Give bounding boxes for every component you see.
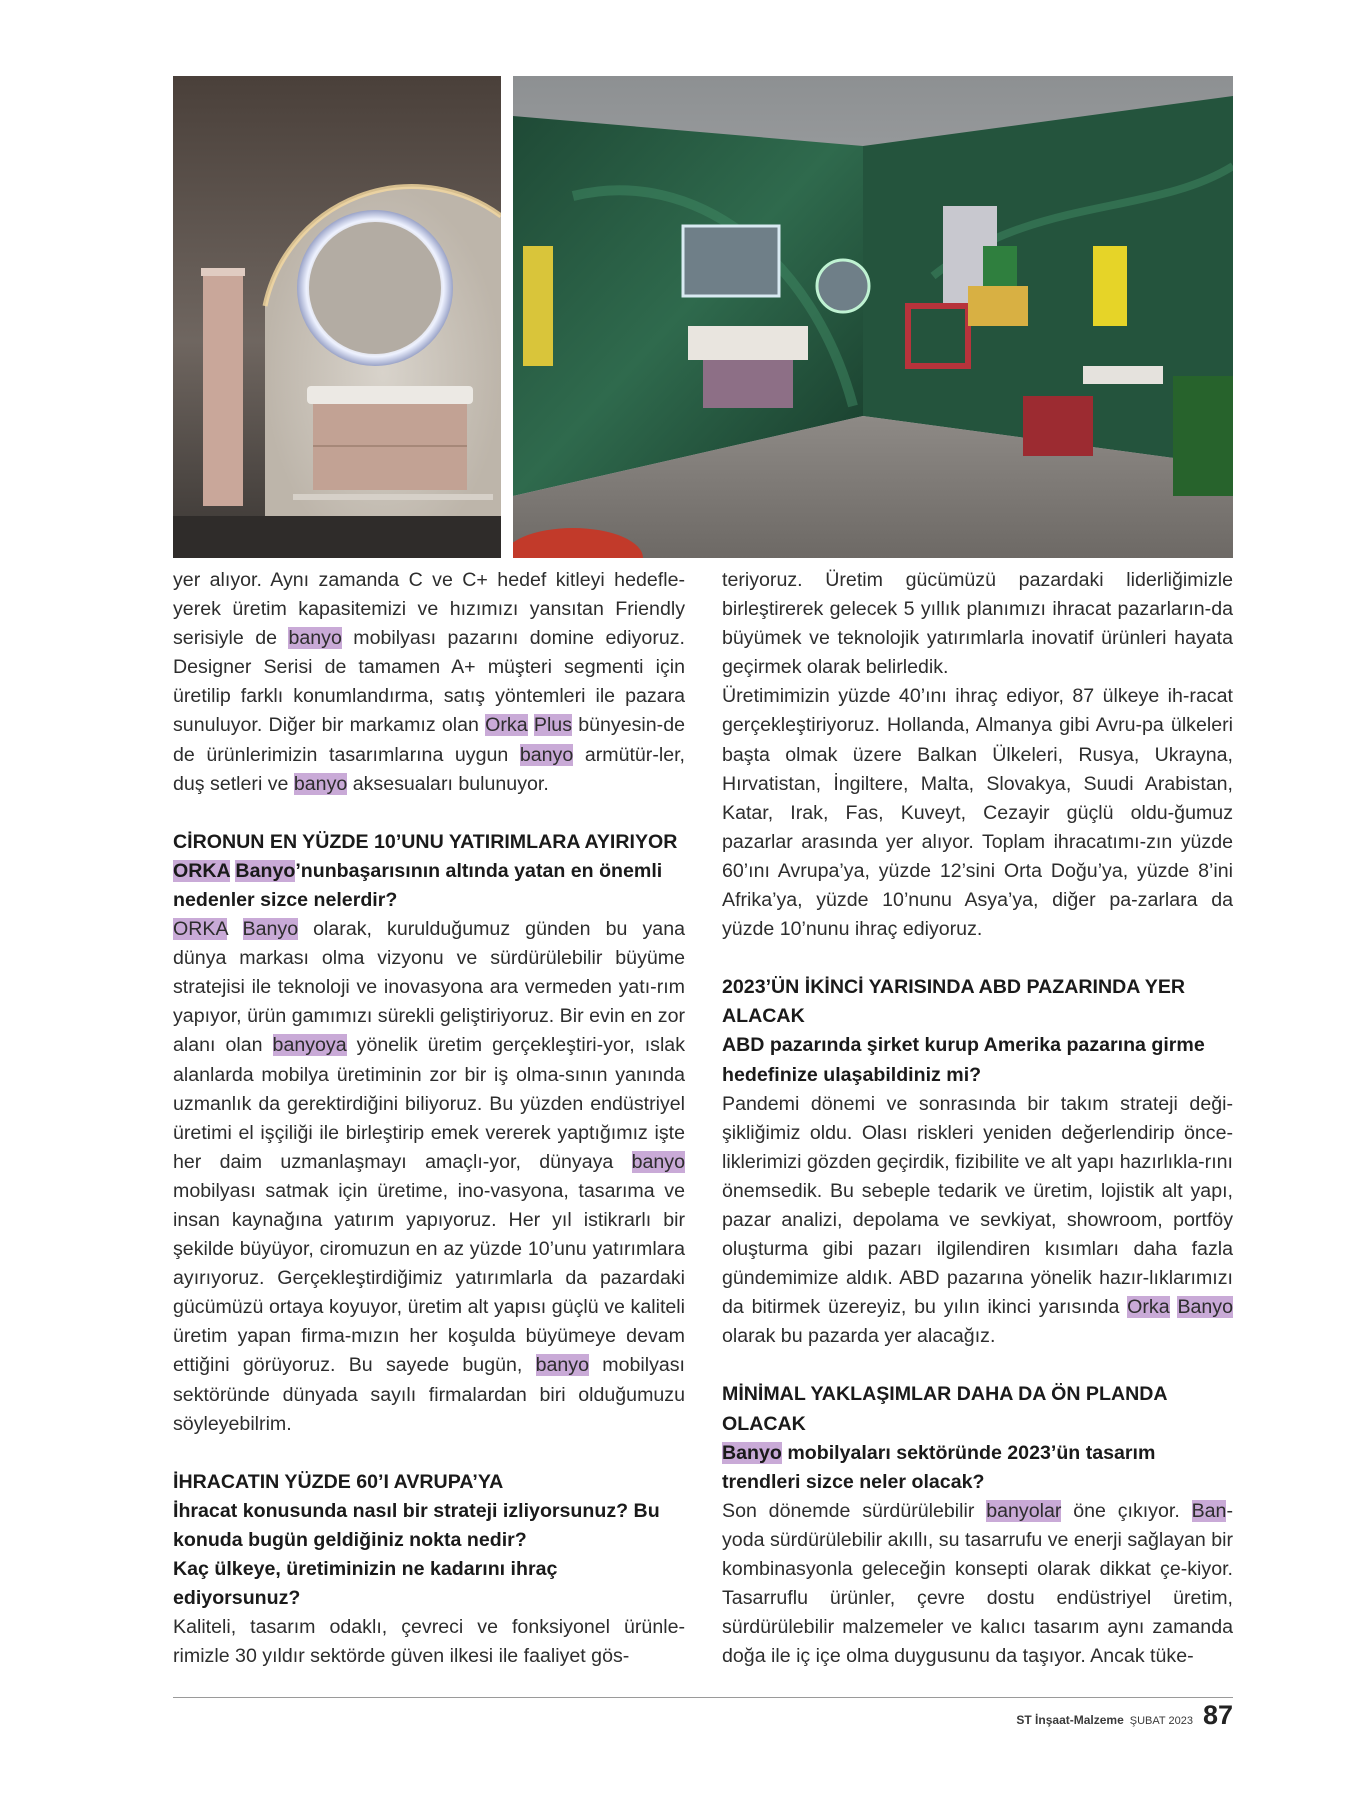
- section-heading: [173, 1555, 685, 1613]
- text-run: [227, 918, 242, 940]
- highlighted-term: Orka: [1127, 1296, 1170, 1319]
- highlighted-term: banyo: [535, 1354, 589, 1377]
- section-heading: [722, 1439, 1233, 1497]
- text-run: aksesuaları bulunuyor.: [347, 772, 549, 795]
- section-heading: [722, 973, 1233, 1031]
- highlighted-term: Banyo: [235, 859, 296, 882]
- text-run: bünyesin-de de ürünlerimizin tasarımlarına uygun: [173, 714, 685, 766]
- text-run: Pandemi dönemi ve sonrasında bir takım strateji deği-şikliğimiz oldu. Olası riskleri yeniden değerlendirip önce-liklerimizi gözden geçirdik, fizibilite ve alt yapı hazırlıkla-rını önemsedik. Bu sebeple tedarik ve üretim, lojistik alt yapı, pazar analizi, depolama ve sevkiyat, showroom, portföy oluşturma gibi pazarı ilgilendiren kısımları daha fazla gündemimize aldık. ABD pazarına yönelik hazır-lıklarımızı da bitirmek üzereyiz, bu yılın ikinci yarısında: [722, 1092, 1233, 1319]
- page-footer: [1016, 1700, 1233, 1740]
- text-run: 2023’ÜN İKİNCİ YARISINDA ABD PAZARINDA YER ALACAK: [722, 976, 1186, 1028]
- text-run: CİRONUN EN YÜZDE 10’UNU YATIRIMLARA AYIRIYOR: [173, 830, 678, 853]
- exhibition-booth-photo-icon: [513, 76, 1233, 558]
- text-run: Üretimimizin yüzde 40’ını ihraç ediyor, 87 ülkeye ih-racat gerçekleştiriyoruz. Hollanda, Almanya gibi Avru-pa ülkeleri başta olmak üzere Balkan Ülkeleri, Rusya, Ukrayna, Hırvatistan, İngiltere, Malta, Slovakya, Suudi Arabistan, Katar, Irak, Fas, Kuveyt, Cezayir güçlü oldu-ğumuz pazarlar arasında yer alıyor. Toplam ihracatımı-zın yüzde 60’ını Avrupa’ya, yüzde 12’sini Orta Doğu’ya, yüzde 8’ini Afrika’ya, yüzde 10’nunu Asya’ya, diğer pa-zarlara da yüzde 10’nunu ihraç ediyoruz.: [722, 685, 1233, 941]
- body-paragraph: [722, 566, 1233, 682]
- paragraph-gap: [173, 1439, 685, 1468]
- left-column: [173, 566, 685, 1671]
- highlighted-term: ORKA: [173, 859, 230, 882]
- bathroom-vanity-photo-icon: [173, 76, 501, 558]
- highlighted-term: banyoya: [272, 1034, 347, 1057]
- body-paragraph: [173, 915, 685, 1439]
- text-run: ’nunbaşarısının altında yatan en önemli nedenler sizce nelerdir?: [173, 859, 663, 911]
- bathroom-vanity-photo: [173, 76, 501, 558]
- highlighted-term: ORKA: [173, 918, 228, 941]
- exhibition-booth-photo: [513, 76, 1233, 558]
- body-paragraph: [722, 1090, 1233, 1352]
- section-heading: [173, 1468, 685, 1497]
- footer-divider: [173, 1697, 1233, 1698]
- text-run: ABD pazarında şirket kurup Amerika pazarına girme hedefinize ulaşabildiniz mi?: [722, 1034, 1205, 1086]
- text-run: Kaliteli, tasarım odaklı, çevreci ve fonksiyonel ürünle-rimizle 30 yıldır sektörde güven ilkesi ile faaliyet gös-: [173, 1616, 685, 1668]
- section-heading: [173, 828, 685, 857]
- highlighted-term: banyo: [293, 772, 348, 795]
- text-run: teriyoruz. Üretim gücümüzü pazardaki liderliğimizle birleştirerek gelecek 5 yıllık planımızı ihracat pazarların-da büyümek ve teknolojik yatırımlarla inovatif ürünleri hayata geçirmek olarak belirledik.: [722, 569, 1233, 679]
- right-column: [722, 566, 1233, 1671]
- section-heading: [722, 1380, 1233, 1438]
- section-heading: [173, 857, 685, 915]
- text-run: yönelik üretim gerçekleştiri-yor, ıslak alanlarda mobilya üretiminin zor bir iş olma-sının yanında uzmanlık da gerektirdiğini biliyoruz. Bu yüzden endüstriyel üretimi el işçiliği ile birleştirip emek vererek yaptığımız işte her daim uzmanlaşmayı amaçlı-yor, dünyaya: [173, 1034, 685, 1173]
- text-run: armütür-ler, duş setleri ve: [173, 743, 685, 795]
- highlighted-term: Banyo: [722, 1441, 782, 1464]
- highlighted-term: Ban: [1191, 1499, 1227, 1522]
- text-run: mobilyası satmak için üretime, ino-vasyona, tasarıma ve insan kaynağına yatırım yapıyoruz. Her yıl istikrarlı bir şekilde büyüyor, ciromuzun en az yüzde 10’unu yatırımlara ayırıyoruz. Gerçekleştirdiğimiz yatırımlarla da pazardaki gücümüzü ortaya koyuyor, üretim alt yapısı güçlü ve kaliteli üretim yapan firma-mızın her koşulda büyümeye devam ettiğini görüyoruz. Bu sayede bugün,: [173, 1179, 685, 1377]
- publication-name: ST İnşaat-Malzeme: [1016, 1713, 1124, 1727]
- text-run: İHRACATIN YÜZDE 60’I AVRUPA’YA: [173, 1470, 504, 1493]
- body-paragraph: [722, 682, 1233, 944]
- highlighted-term: Orka: [485, 714, 528, 737]
- issue-date: ŞUBAT 2023: [1129, 1715, 1193, 1727]
- highlighted-term: Banyo: [242, 918, 299, 941]
- text-run: -yoda sürdürülebilir akıllı, su tasarrufu ve enerji sağlayan bir kombinasyonla geleceğin konsepti olarak dikkat çe-kiyor. Tasarruflu ürünler, çevre dostu endüstriyel üretim, sürdürülebilir malzemeler ve kalıcı tasarım aynı zamanda doğa ile iç içe olma duygusunu da taşıyor. Ancak tüke-: [722, 1499, 1233, 1668]
- text-run: öne çıkıyor.: [1061, 1499, 1192, 1522]
- text-run: olarak, kurulduğumuz günden bu yana dünya markası olma vizyonu ve sürdürülebilir büyüme stratejisi ile teknoloji ve inovasyona ara vermeden yatı-rım yapıyor, ürün gamımızı sürekli geliştiriyoruz. Bir evin en zor alanı olan: [173, 918, 685, 1057]
- body-paragraph: [173, 566, 685, 799]
- page-number: 87: [1202, 1700, 1233, 1730]
- highlighted-term: banyo: [519, 743, 574, 766]
- highlighted-term: Banyo: [1177, 1296, 1233, 1319]
- highlighted-term: banyo: [288, 627, 342, 650]
- text-run: yer alıyor. Aynı zamanda C ve C+ hedef kitleyi hedefle-yerek üretim kapasitemizi ve hızımızı yansıtan Friendly serisiyle de: [173, 569, 685, 650]
- text-run: mobilyası sektöründe dünyada sayılı firmalardan biri olduğumuzu söyleyebilrim.: [173, 1354, 686, 1435]
- text-run: olarak bu pazarda yer alacağız.: [722, 1325, 996, 1348]
- text-run: Son dönemde sürdürülebilir: [722, 1499, 987, 1522]
- text-run: [528, 714, 534, 736]
- paragraph-gap: [722, 944, 1233, 973]
- text-run: mobilyaları sektöründe 2023’ün tasarım trendleri sizce neler olacak?: [722, 1441, 1156, 1493]
- paragraph-gap: [173, 799, 685, 828]
- paragraph-gap: [722, 1351, 1233, 1380]
- highlighted-term: Plus: [533, 714, 572, 737]
- text-run: Kaç ülkeye, üretiminizin ne kadarını ihraç ediyorsunuz?: [173, 1558, 558, 1610]
- text-run: mobilyası pazarını domine ediyoruz. Designer Serisi de tamamen A+ müşteri segmenti için üretilip farklı konumlandırma, satış yöntemleri ile pazara sunuluyor. Diğer bir markamız olan: [173, 627, 685, 737]
- text-run: İhracat konusunda nasıl bir strateji izliyorsunuz? Bu konuda bugün geldiğiniz nokta nedir?: [173, 1499, 660, 1551]
- body-paragraph: [722, 1497, 1233, 1672]
- section-heading: [722, 1031, 1233, 1089]
- section-heading: [173, 1497, 685, 1555]
- highlighted-term: banyolar: [986, 1499, 1062, 1522]
- text-run: MİNİMAL YAKLAŞIMLAR DAHA DA ÖN PLANDA OLACAK: [722, 1383, 1167, 1435]
- body-paragraph: [173, 1613, 685, 1671]
- highlighted-term: banyo: [631, 1150, 685, 1173]
